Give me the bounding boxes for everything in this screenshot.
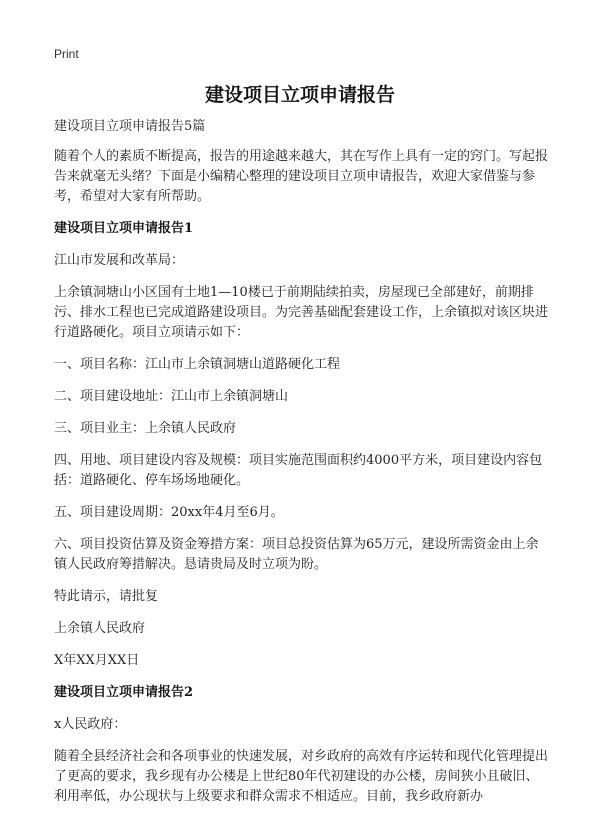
report1-heading: 建设项目立项申请报告1 [54, 221, 194, 236]
report2-addressee: x人民政府： [54, 717, 127, 732]
document-body [54, 117, 548, 819]
report2-body: 随着全县经济社会和各项事业的快速发展，对乡政府的高效有序运转和现代化管理提出了更高的要求，我乡现有办公楼是上世纪80年代初建设的办公楼，房间狭小且破旧、利用率低，办公现状与上级要求和群众需求不相适应。目前，我乡政府新办 [54, 749, 549, 804]
report1-signer: 上余镇人民政府 [54, 621, 146, 636]
report1-item-2: 二、项目建设地址：江山市上余镇洞塘山 [54, 389, 289, 404]
report1-item-1: 一、项目名称：江山市上余镇洞塘山道路硬化工程 [54, 357, 341, 372]
page-title: 建设项目立项申请报告 [204, 84, 395, 106]
report1-item-4: 四、用地、项目建设内容及规模：项目实施范围面积约4000平方米，项目建设内容包括：道路硬化、停车场场地硬化。 [54, 453, 543, 488]
report1-item-3: 三、项目业主：上余镇人民政府 [54, 421, 237, 436]
report1-body: 上余镇洞塘山小区国有土地1—10楼已于前期陆续拍卖，房屋现已全部建好，前期排污、排水工程也已完成道路建设项目。为完善基础配套建设工作，上余镇拟对该区块进行道路硬化。项目立项请示如下： [54, 285, 549, 340]
report1-closing: 特此请示，请批复 [54, 589, 159, 604]
report1-item-5: 五、项目建设周期：20xx年4月至6月。 [54, 505, 284, 520]
report1-date: X年XX月XX日 [54, 653, 140, 668]
intro-paragraph: 随着个人的素质不断提高，报告的用途越来越大，其在写作上具有一定的窍门。写起报告来就毫无头绪？下面是小编精心整理的建设项目立项申请报告，欢迎大家借鉴与参考，希望对大家有所帮助。 [54, 149, 549, 204]
report1-addressee: 江山市发展和改革局： [54, 253, 185, 268]
document-subtitle: 建设项目立项申请报告5篇 [54, 119, 206, 134]
report1-item-6: 六、项目投资估算及资金筹措方案：项目总投资估算为65万元，建设所需资金由上余镇人民政府筹措解决。恳请贵局及时立项为盼。 [54, 537, 539, 572]
print-link[interactable]: Print [54, 47, 79, 61]
report2-heading: 建设项目立项申请报告2 [54, 685, 194, 700]
